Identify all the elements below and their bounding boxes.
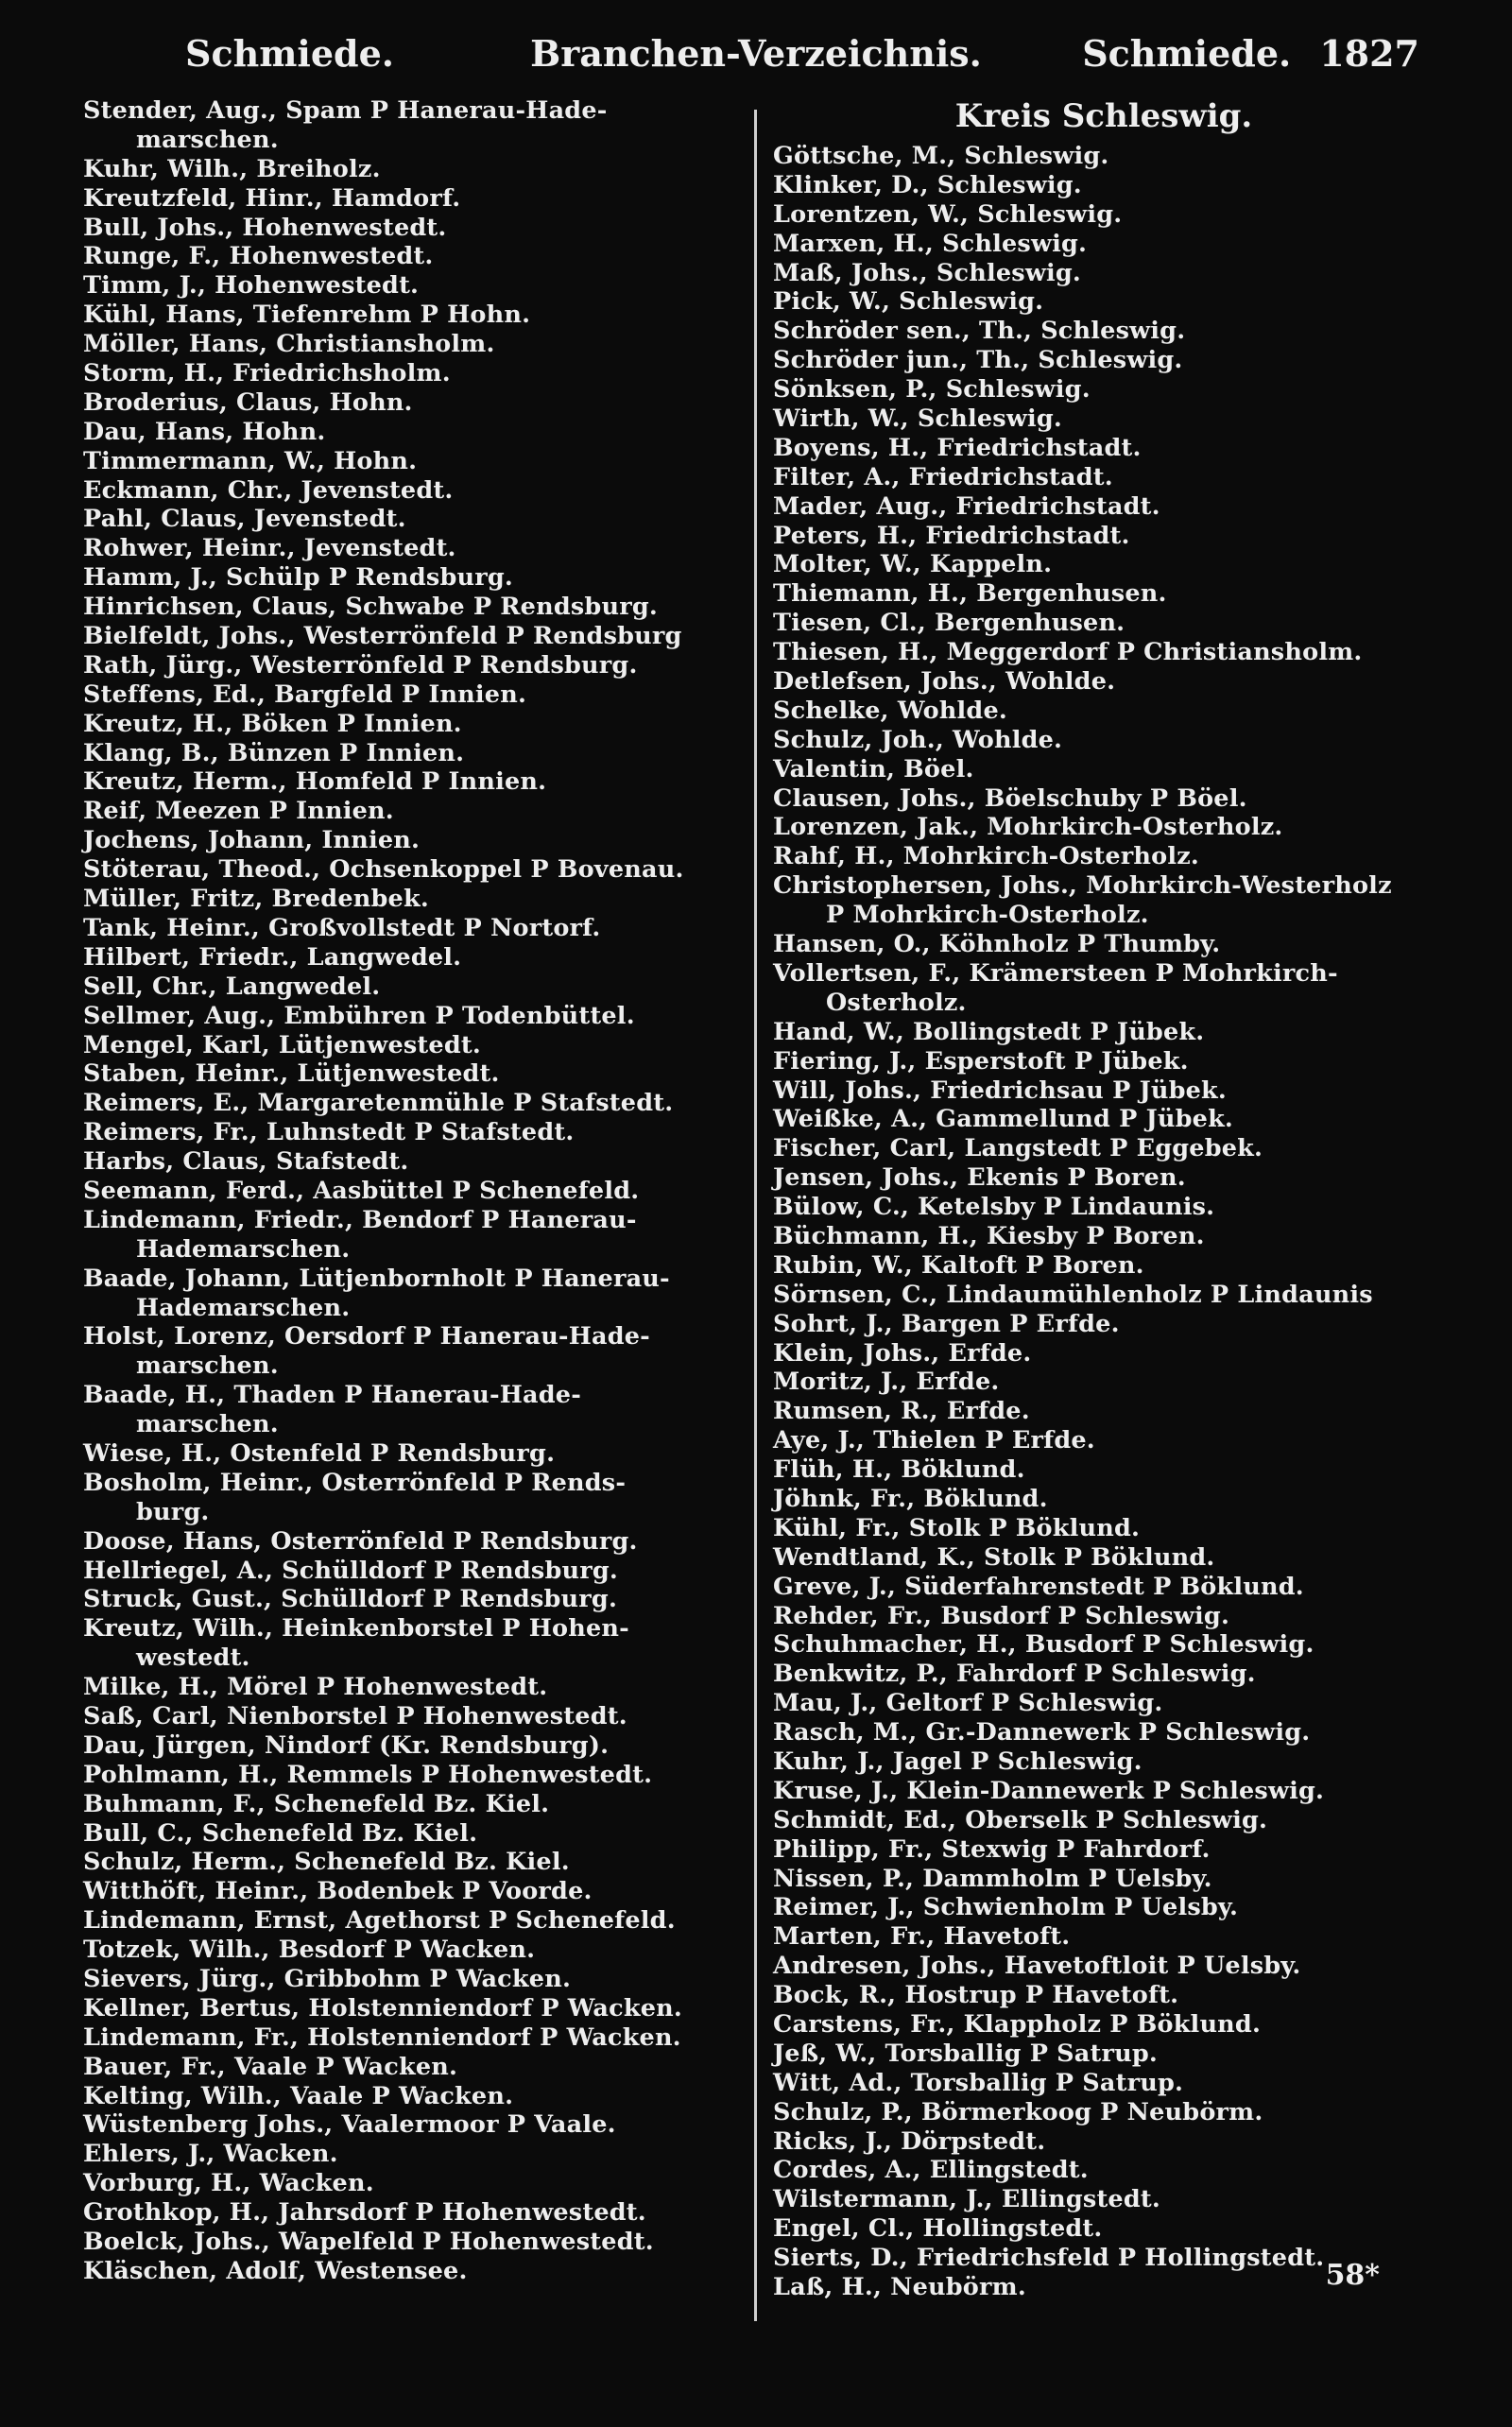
directory-entry: Milke, H., Mörel P Hohenwestedt.: [83, 1673, 548, 1702]
directory-entry: Rubin, W., Kaltoft P Boren.: [773, 1250, 1144, 1280]
directory-entry: Fischer, Carl, Langstedt P Eggebek.: [773, 1134, 1263, 1163]
directory-entry: Benkwitz, P., Fahrdorf P Schleswig.: [773, 1660, 1256, 1689]
signature-mark: 58*: [1325, 2259, 1380, 2292]
entry-continuation: marschen.: [136, 125, 279, 154]
directory-entry: Lindemann, Ernst, Agethorst P Schenefeld.: [83, 1906, 676, 1936]
directory-entry: Broderius, Claus, Hohn.: [83, 387, 413, 417]
directory-entry: Nissen, P., Dammholm P Uelsby.: [773, 1864, 1212, 1893]
directory-entry: Christophersen, Johs., Mohrkirch-Westerholz: [773, 871, 1392, 901]
directory-entry: Totzek, Wilh., Besdorf P Wacken.: [83, 1936, 536, 1965]
directory-entry: Sievers, Jürg., Gribbohm P Wacken.: [83, 1965, 572, 1993]
page-header-right: [1054, 32, 1419, 75]
entry-continuation: Hademarschen.: [136, 1234, 351, 1264]
directory-entry: Mader, Aug., Friedrichstadt.: [773, 491, 1160, 521]
directory-entry: Wiese, H., Ostenfeld P Rendsburg.: [83, 1438, 556, 1468]
page-header-right-label: Schmiede.: [1082, 32, 1292, 75]
directory-entry: Kreutz, Herm., Homfeld P Innien.: [83, 767, 547, 797]
directory-entry: Hamm, J., Schülp P Rendsburg.: [83, 563, 513, 593]
directory-entry: Klein, Johs., Erfde.: [773, 1338, 1032, 1368]
directory-entry: Kelting, Wilh., Vaale P Wacken.: [83, 2081, 514, 2110]
directory-entry: Jöhnk, Fr., Böklund.: [773, 1484, 1048, 1513]
directory-entry: Bosholm, Heinr., Osterrönfeld P Rends-: [83, 1468, 627, 1497]
directory-entry: Bielfeldt, Johs., Westerrönfeld P Rendsburg: [83, 622, 682, 651]
directory-entry: Schulz, P., Börmerkoog P Neubörm.: [773, 2097, 1263, 2126]
directory-entry: Vollertsen, F., Krämersteen P Mohrkirch-: [773, 958, 1338, 988]
directory-entry: Müller, Fritz, Bredenbek.: [83, 885, 429, 914]
entry-continuation: burg.: [136, 1497, 210, 1526]
page-number: 1827: [1319, 32, 1419, 75]
directory-entry: Schröder jun., Th., Schleswig.: [773, 346, 1183, 375]
directory-entry: Pick, W., Schleswig.: [773, 287, 1044, 317]
directory-entry: Peters, H., Friedrichstadt.: [773, 521, 1130, 550]
directory-entry: Runge, F., Hohenwestedt.: [83, 242, 434, 271]
directory-entry: Vorburg, H., Wacken.: [83, 2169, 374, 2198]
directory-entry: Reimers, Fr., Luhnstedt P Stafstedt.: [83, 1118, 575, 1147]
directory-entry: Detlefsen, Johs., Wohlde.: [773, 667, 1116, 697]
directory-entry: Engel, Cl., Hollingstedt.: [773, 2214, 1103, 2244]
directory-entry: Maß, Johs., Schleswig.: [773, 258, 1081, 287]
directory-entry: Kellner, Bertus, Holstenniendorf P Wacken.: [83, 1993, 682, 2022]
entry-continuation: marschen.: [136, 1351, 279, 1381]
right-column: [773, 96, 1435, 2302]
directory-entry: Bull, Johs., Hohenwestedt.: [83, 213, 447, 242]
directory-entry: Carstens, Fr., Klappholz P Böklund.: [773, 2010, 1262, 2039]
directory-entry: Marten, Fr., Havetoft.: [773, 1922, 1071, 1952]
directory-entry: Baade, Johann, Lütjenbornholt P Hanerau-: [83, 1264, 670, 1293]
directory-entry: Möller, Hans, Christiansholm.: [83, 330, 495, 359]
directory-entry: Bull, C., Schenefeld Bz. Kiel.: [83, 1818, 478, 1848]
directory-entry: Thiemann, H., Bergenhusen.: [773, 579, 1167, 609]
directory-entry: Bülow, C., Ketelsby P Lindaunis.: [773, 1193, 1215, 1222]
directory-entry: Staben, Heinr., Lütjenwestedt.: [83, 1059, 500, 1089]
directory-entry: Storm, H., Friedrichsholm.: [83, 359, 451, 388]
directory-entry: Harbs, Claus, Stafstedt.: [83, 1147, 409, 1177]
directory-entry: Mengel, Karl, Lütjenwestedt.: [83, 1030, 481, 1059]
directory-entry: Grothkop, H., Jahrsdorf P Hohenwestedt.: [83, 2198, 646, 2228]
directory-entry: Rumsen, R., Erfde.: [773, 1397, 1030, 1426]
directory-entry: Wilstermann, J., Ellingstedt.: [773, 2185, 1160, 2214]
directory-entry: Tank, Heinr., Großvollstedt P Nortorf.: [83, 913, 601, 942]
directory-entry: Kruse, J., Klein-Dannewerk P Schleswig.: [773, 1776, 1325, 1805]
directory-entry: Timm, J., Hohenwestedt.: [83, 271, 420, 301]
directory-entry: Witt, Ad., Torsballig P Satrup.: [773, 2068, 1184, 2097]
directory-entry: Pohlmann, H., Remmels P Hohenwestedt.: [83, 1760, 653, 1789]
directory-entry: Kläschen, Adolf, Westensee.: [83, 2256, 468, 2285]
directory-entry: Dau, Hans, Hohn.: [83, 417, 326, 446]
directory-entry: Kühl, Fr., Stolk P Böklund.: [773, 1513, 1141, 1542]
directory-entry: Marxen, H., Schleswig.: [773, 229, 1088, 258]
directory-entry: Büchmann, H., Kiesby P Boren.: [773, 1221, 1205, 1250]
directory-entry: Hansen, O., Köhnholz P Thumby.: [773, 930, 1221, 959]
directory-entry: Reimer, J., Schwienholm P Uelsby.: [773, 1893, 1239, 1922]
column-divider: [754, 110, 757, 2321]
directory-entry: Pahl, Claus, Jevenstedt.: [83, 505, 406, 534]
directory-entry: Rasch, M., Gr.-Dannewerk P Schleswig.: [773, 1718, 1311, 1747]
directory-entry: Boelck, Johs., Wapelfeld P Hohenwestedt.: [83, 2228, 654, 2257]
directory-entry: Filter, A., Friedrichstadt.: [773, 462, 1113, 491]
directory-entry: Kühl, Hans, Tiefenrehm P Hohn.: [83, 301, 531, 330]
directory-entry: Hellriegel, A., Schülldorf P Rendsburg.: [83, 1556, 618, 1585]
directory-entry: Kuhr, J., Jagel P Schleswig.: [773, 1747, 1143, 1776]
directory-entry: Wendtland, K., Stolk P Böklund.: [773, 1542, 1215, 1572]
directory-entry: Schuhmacher, H., Busdorf P Schleswig.: [773, 1630, 1314, 1660]
entry-continuation: Osterholz.: [826, 988, 967, 1017]
directory-entry: Klang, B., Bünzen P Innien.: [83, 738, 465, 767]
directory-entry: Reimers, E., Margaretenmühle P Stafstedt.: [83, 1089, 674, 1118]
directory-entry: Lorenzen, Jak., Mohrkirch-Osterholz.: [773, 813, 1283, 842]
directory-entry: Steffens, Ed., Bargfeld P Innien.: [83, 680, 527, 709]
directory-entry: Lindemann, Friedr., Bendorf P Hanerau-: [83, 1205, 637, 1234]
directory-entry: Struck, Gust., Schülldorf P Rendsburg.: [83, 1585, 618, 1614]
directory-entry: Andresen, Johs., Havetoftloit P Uelsby.: [773, 1952, 1301, 1981]
directory-entry: Klinker, D., Schleswig.: [773, 170, 1082, 199]
directory-entry: Moritz, J., Erfde.: [773, 1368, 1000, 1397]
directory-entry: Sönksen, P., Schleswig.: [773, 375, 1091, 404]
directory-entry: Thiesen, H., Meggerdorf P Christiansholm.: [773, 638, 1363, 667]
page-header-left: Schmiede.: [185, 32, 395, 75]
directory-entry: Kreutzfeld, Hinr., Hamdorf.: [83, 183, 461, 213]
directory-entry: Sellmer, Aug., Embühren P Todenbüttel.: [83, 1001, 635, 1030]
directory-entry: Kuhr, Wilh., Breiholz.: [83, 154, 381, 183]
entry-continuation: marschen.: [136, 1410, 279, 1439]
directory-entry: Witthöft, Heinr., Bodenbek P Voorde.: [83, 1877, 593, 1906]
right-column-entries: [773, 142, 1435, 2302]
directory-entry: Philipp, Fr., Stexwig P Fahrdorf.: [773, 1834, 1211, 1864]
left-column: [83, 96, 735, 2286]
directory-entry: Hilbert, Friedr., Langwedel.: [83, 942, 462, 972]
directory-entry: Rehder, Fr., Busdorf P Schleswig.: [773, 1601, 1230, 1630]
directory-entry: Seemann, Ferd., Aasbüttel P Schenefeld.: [83, 1176, 640, 1205]
directory-entry: Lorentzen, W., Schleswig.: [773, 199, 1123, 229]
directory-entry: Kreutz, H., Böken P Innien.: [83, 709, 462, 738]
directory-entry: Mau, J., Geltorf P Schleswig.: [773, 1689, 1163, 1718]
directory-entry: Rohwer, Heinr., Jevenstedt.: [83, 534, 456, 563]
directory-entry: Jochens, Johann, Innien.: [83, 826, 421, 855]
directory-entry: Stöterau, Theod., Ochsenkoppel P Bovenau.: [83, 855, 684, 885]
directory-entry: Cordes, A., Ellingstedt.: [773, 2156, 1089, 2185]
directory-entry: Wirth, W., Schleswig.: [773, 404, 1062, 434]
directory-entry: Aye, J., Thielen P Erfde.: [773, 1426, 1095, 1455]
directory-entry: Kreutz, Wilh., Heinkenborstel P Hohen-: [83, 1614, 629, 1644]
directory-entry: Jeß, W., Torsballig P Satrup.: [773, 2039, 1158, 2068]
directory-entry: Timmermann, W., Hohn.: [83, 446, 418, 475]
directory-entry: Schulz, Joh., Wohlde.: [773, 725, 1063, 754]
directory-entry: Will, Johs., Friedrichsau P Jübek.: [773, 1076, 1227, 1105]
directory-entry: Schmidt, Ed., Oberselk P Schleswig.: [773, 1805, 1268, 1834]
directory-entry: Sörnsen, C., Lindaumühlenholz P Lindaunis: [773, 1280, 1373, 1309]
directory-entry: Tiesen, Cl., Bergenhusen.: [773, 609, 1125, 638]
directory-entry: Göttsche, M., Schleswig.: [773, 142, 1109, 170]
directory-entry: Molter, W., Kappeln.: [773, 550, 1053, 579]
directory-entry: Doose, Hans, Osterrönfeld P Rendsburg.: [83, 1526, 638, 1556]
directory-entry: Bauer, Fr., Vaale P Wacken.: [83, 2052, 458, 2081]
directory-entry: Baade, H., Thaden P Hanerau-Hade-: [83, 1381, 582, 1410]
directory-entry: Lindemann, Fr., Holstenniendorf P Wacken.: [83, 2022, 681, 2052]
directory-entry: Schulz, Herm., Schenefeld Bz. Kiel.: [83, 1848, 570, 1877]
directory-entry: Hinrichsen, Claus, Schwabe P Rendsburg.: [83, 593, 658, 622]
directory-entry: Valentin, Böel.: [773, 754, 974, 783]
directory-entry: Eckmann, Chr., Jevenstedt.: [83, 475, 454, 505]
directory-entry: Greve, J., Süderfahrenstedt P Böklund.: [773, 1572, 1304, 1601]
directory-entry: Sohrt, J., Bargen P Erfde.: [773, 1309, 1120, 1338]
entry-continuation: Hademarschen.: [136, 1293, 351, 1322]
directory-entry: Weißke, A., Gammellund P Jübek.: [773, 1105, 1234, 1134]
directory-entry: Buhmann, F., Schenefeld Bz. Kiel.: [83, 1789, 550, 1818]
directory-entry: Flüh, H., Böklund.: [773, 1455, 1025, 1485]
entry-continuation: P Mohrkirch-Osterholz.: [826, 901, 1149, 930]
directory-entry: Hand, W., Bollingstedt P Jübek.: [773, 1017, 1205, 1046]
directory-entry: Saß, Carl, Nienborstel P Hohenwestedt.: [83, 1701, 627, 1730]
directory-entry: Clausen, Johs., Böelschuby P Böel.: [773, 783, 1247, 813]
directory-entry: Ricks, J., Dörpstedt.: [773, 2126, 1046, 2156]
directory-entry: Ehlers, J., Wacken.: [83, 2140, 338, 2169]
directory-entry: Laß, H., Neubörm.: [773, 2273, 1026, 2302]
directory-entry: Jensen, Johs., Ekenis P Boren.: [773, 1163, 1186, 1193]
directory-entry: Sell, Chr., Langwedel.: [83, 972, 381, 1001]
directory-entry: Sierts, D., Friedrichsfeld P Hollingstedt.: [773, 2244, 1325, 2273]
directory-entry: Holst, Lorenz, Oersdorf P Hanerau-Hade-: [83, 1322, 650, 1351]
directory-entry: Rahf, H., Mohrkirch-Osterholz.: [773, 842, 1199, 871]
directory-entry: Schelke, Wohlde.: [773, 696, 1007, 725]
directory-entry: Boyens, H., Friedrichstadt.: [773, 433, 1142, 462]
directory-entry: Dau, Jürgen, Nindorf (Kr. Rendsburg).: [83, 1730, 610, 1760]
page-header-title: Branchen-Verzeichnis.: [530, 32, 982, 75]
directory-entry: Reif, Meezen P Innien.: [83, 797, 394, 826]
directory-entry: Bock, R., Hostrup P Havetoft.: [773, 1981, 1179, 2010]
entry-continuation: westedt.: [136, 1644, 250, 1673]
directory-entry: Schröder sen., Th., Schleswig.: [773, 317, 1186, 346]
section-title-kreis-schleswig: Kreis Schleswig.: [954, 97, 1253, 135]
directory-entry: Stender, Aug., Spam P Hanerau-Hade-: [83, 96, 608, 125]
directory-entry: Fiering, J., Esperstoft P Jübek.: [773, 1046, 1189, 1076]
directory-entry: Rath, Jürg., Westerrönfeld P Rendsburg.: [83, 650, 638, 680]
directory-entry: Wüstenberg Johs., Vaalermoor P Vaale.: [83, 2110, 616, 2140]
